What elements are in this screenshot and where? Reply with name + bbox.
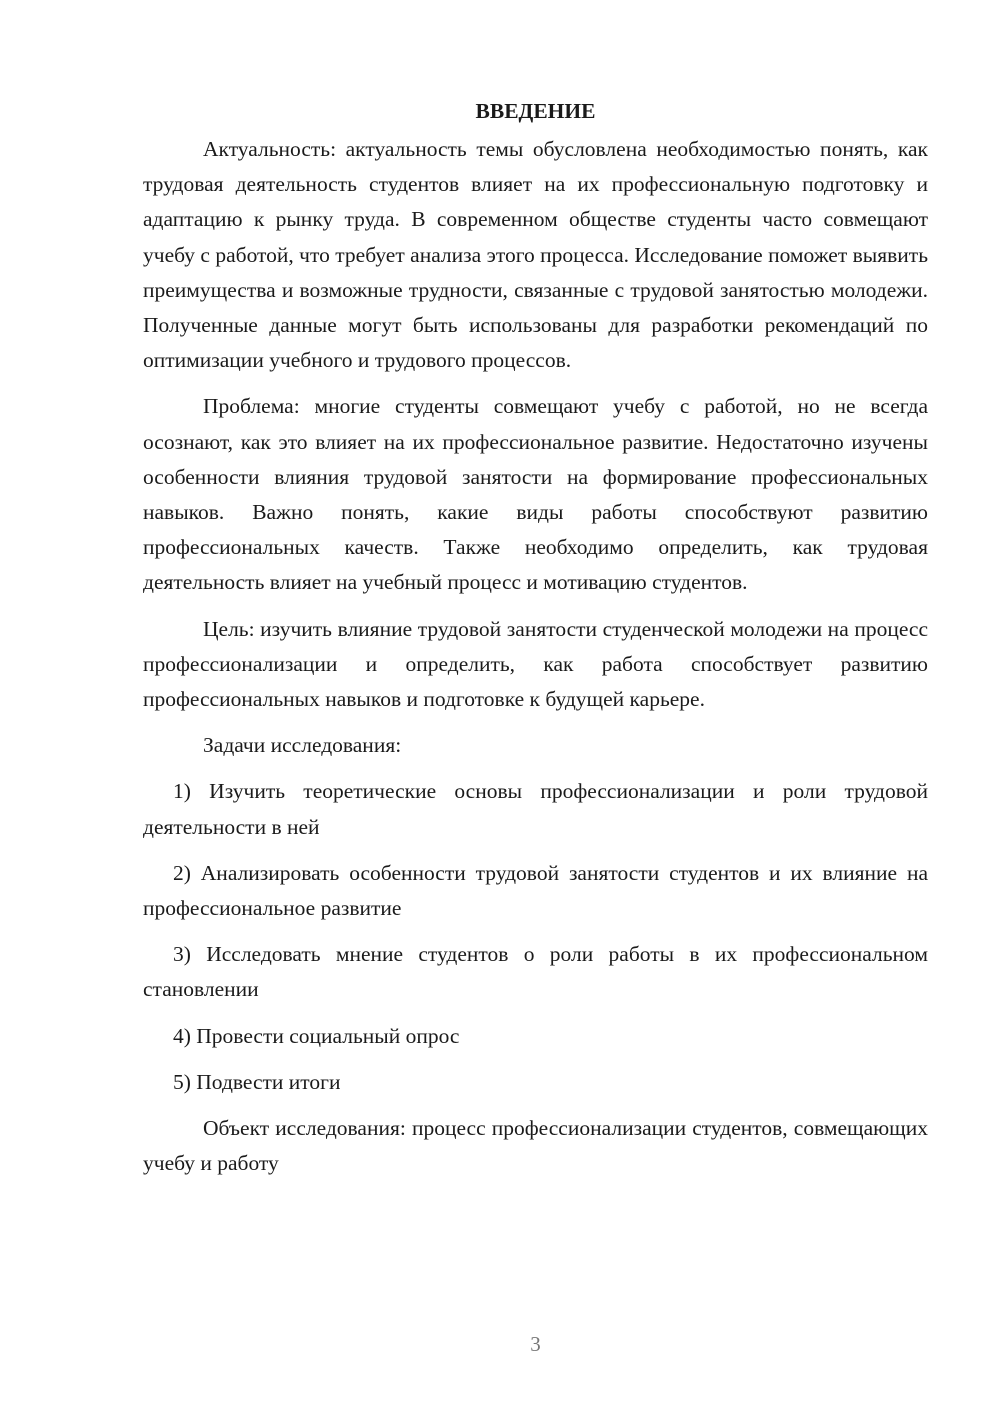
object-paragraph: Объект исследования: процесс профессионализации студентов, совмещающих учебу и работу: [143, 1116, 928, 1176]
task-item-2: 2) Анализировать особенности трудовой занятости студентов и их влияние на профессиональное развитие: [143, 860, 928, 921]
problem-paragraph: Проблема: многие студенты совмещают учебу с работой, но не всегда осознают, как это влияет на их профессиональное развитие. Недостаточно изучены особенности влияния трудовой занятости на формирование профессиональных навыков. Важно понять, какие виды работы способствуют развитию профессиональных качеств. Также необходимо определить, как трудовая деятельность влияет на учебный процесс и мотивацию студентов.: [143, 394, 928, 595]
task-item-3: 3) Исследовать мнение студентов о роли работы в их профессиональном становлении: [143, 942, 928, 1002]
task-item-1: 1) Изучить теоретические основы профессионализации и роли трудовой деятельности в ней: [143, 779, 928, 839]
page-title: ВВЕДЕНИЕ: [475, 99, 596, 123]
tasks-heading: Задачи исследования:: [203, 733, 402, 758]
document-page: [143, 92, 928, 1181]
task-item-5: 5) Подвести итоги: [173, 1069, 341, 1094]
task-item-4: 4) Провести социальный опрос: [173, 1023, 460, 1048]
relevance-paragraph: Актуальность: актуальность темы обусловлена необходимостью понять, как трудовая деятельность студентов влияет на их профессиональную подготовку и адаптацию к рынку труда. В современном обществе студенты часто совмещают учебу с работой, что требует анализа этого процесса. Исследование поможет выявить преимущества и возможные трудности, связанные с трудовой занятостью молодежи. Полученные данные могут быть использованы для разработки рекомендаций по оптимизации учебного и трудового процессов.: [143, 137, 928, 373]
page-number: 3: [530, 1332, 541, 1356]
goal-paragraph: Цель: изучить влияние трудовой занятости студенческой молодежи на процесс профессионализации и определить, как работа способствует развитию профессиональных навыков и подготовке к будущей карьере.: [143, 616, 928, 712]
